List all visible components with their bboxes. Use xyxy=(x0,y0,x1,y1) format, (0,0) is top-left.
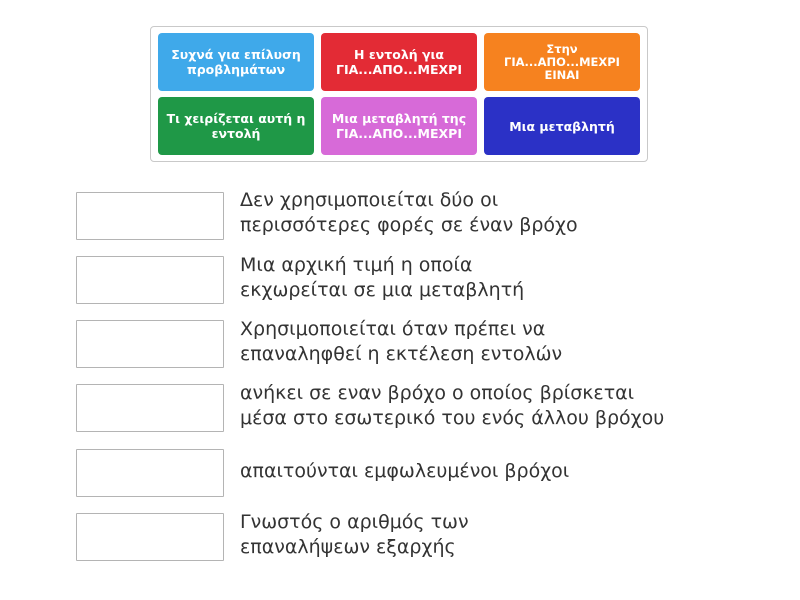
drop-box-3[interactable] xyxy=(76,320,224,368)
drop-box-4[interactable] xyxy=(76,384,224,432)
clue-2-line-1: Μια αρχική τιμή η οποία xyxy=(240,254,473,276)
clue-4-line-2: μέσα στο εσωτερικό του ενός άλλου βρόχου xyxy=(240,407,665,429)
clue-5-line-1: απαιτούνται εμφωλευμένοι βρόχοι xyxy=(240,460,570,482)
tile-variable-of-for-from-to[interactable]: Μια μεταβλητή της ΓΙΑ...ΑΠΟ...ΜΕΧΡΙ xyxy=(321,97,477,155)
clue-4 xyxy=(240,381,780,431)
clue-1 xyxy=(240,188,780,238)
clue-2 xyxy=(240,253,780,303)
tile-in-for-from-to-is[interactable]: Στην ΓΙΑ...ΑΠΟ...ΜΕΧΡΙ ΕΙΝΑΙ xyxy=(484,33,640,91)
clue-3-line-2: επαναληφθεί η εκτέλεση εντολών xyxy=(240,343,563,365)
drop-box-6[interactable] xyxy=(76,513,224,561)
tile-frequent-problem-solving[interactable]: Συχνά για επίλυση προβλημάτων xyxy=(158,33,314,91)
clue-6-line-2: επαναλήψεων εξαρχής xyxy=(240,536,456,558)
drop-box-1[interactable] xyxy=(76,192,224,240)
clue-1-line-2: περισσότερες φορές σε έναν βρόχο xyxy=(240,214,578,236)
clue-2-line-2: εκχωρείται σε μια μεταβλητή xyxy=(240,279,525,301)
clue-6-line-1: Γνωστός ο αριθμός των xyxy=(240,511,469,533)
tile-what-command-handles[interactable]: Τι χειρίζεται αυτή η εντολή xyxy=(158,97,314,155)
tile-bank xyxy=(150,26,648,162)
clue-3 xyxy=(240,317,780,367)
clue-3-line-1: Χρησιμοποιείται όταν πρέπει να xyxy=(240,318,546,340)
clue-1-line-1: Δεν χρησιμοποιείται δύο οι xyxy=(240,189,499,211)
clue-4-line-1: ανήκει σε εναν βρόχο ο οποίος βρίσκεται xyxy=(240,382,635,404)
drop-box-2[interactable] xyxy=(76,256,224,304)
tile-a-variable[interactable]: Μια μεταβλητή xyxy=(484,97,640,155)
drop-box-5[interactable] xyxy=(76,449,224,497)
tile-for-from-to-command[interactable]: Η εντολή για ΓΙΑ...ΑΠΟ...ΜΕΧΡΙ xyxy=(321,33,477,91)
clue-5 xyxy=(240,459,780,484)
clue-6 xyxy=(240,510,780,560)
